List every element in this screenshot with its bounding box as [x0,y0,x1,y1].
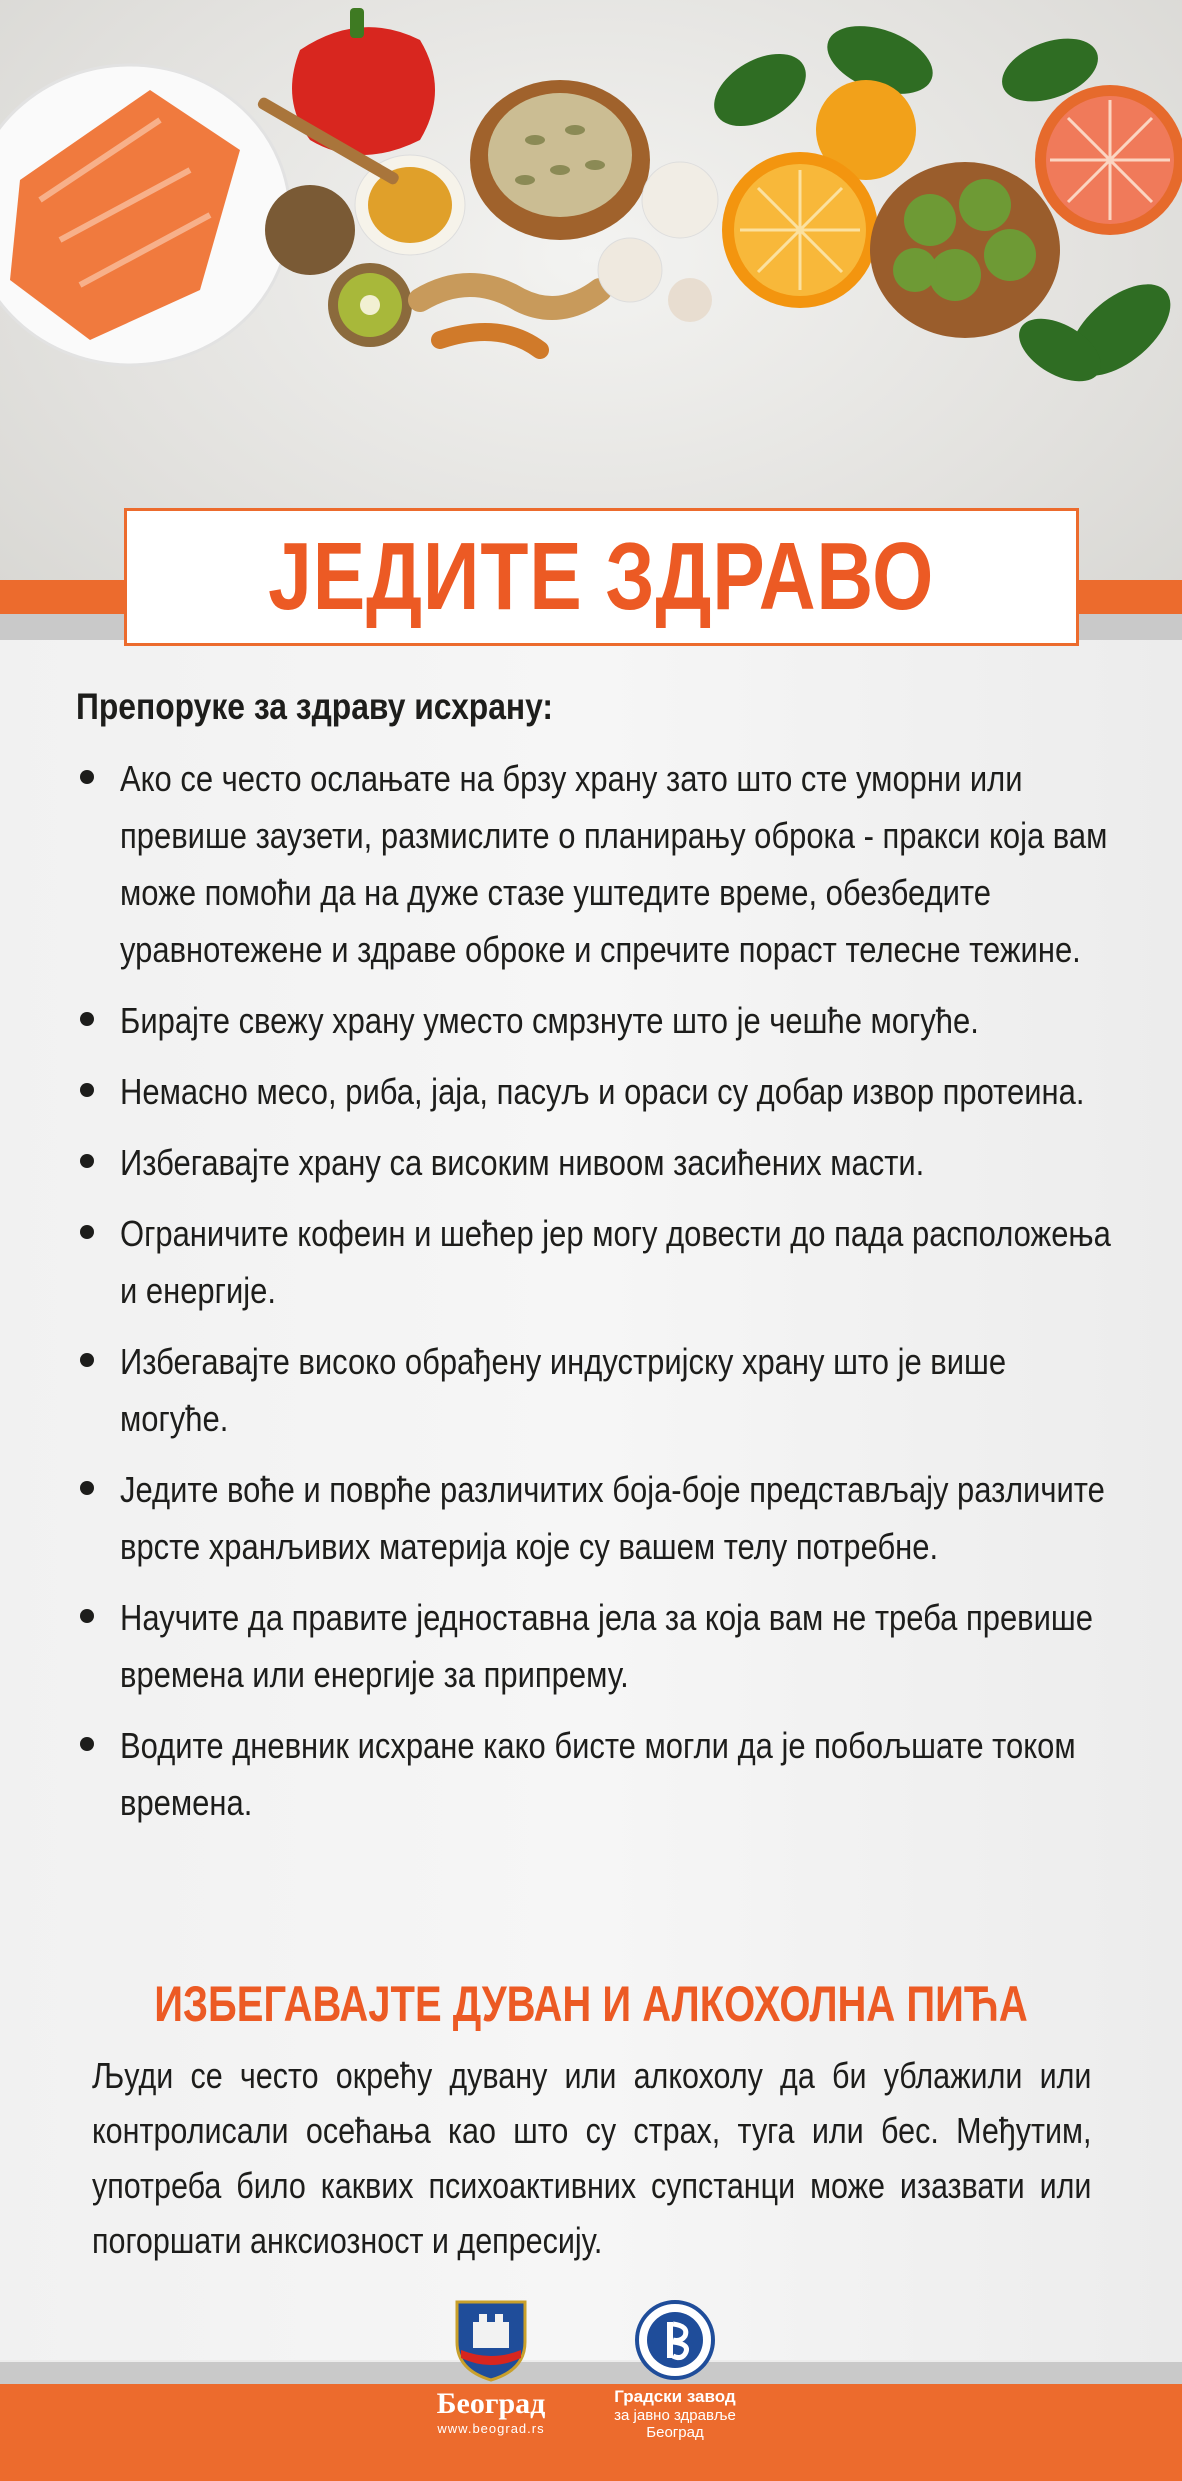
list-item: Ако се често ослањате на брзу храну зато што сте уморни или превише заузети, размислите о планирању оброка - пракси која вам може помоћи да на дуже стазе уштедите време, обезбедите уравнотежене и здраве оброке и спречите пораст телесне тежине. [76,750,1126,978]
recommendations-list [76,750,1126,1831]
zavod-name-line3: Београд [646,2424,704,2441]
bullet-icon [80,1154,94,1168]
list-item: Немасно месо, риба, јаја, пасуљ и ораси су добар извор протеина. [76,1063,1126,1120]
beograd-name: Београд [436,2387,546,2420]
list-item: Избегавајте високо обрађену индустријску храну што је више могуће. [76,1333,1126,1447]
zavod-name-line2: за јавно здравље [614,2407,736,2424]
beograd-url: www.beograd.rs [437,2421,545,2436]
tobacco-alcohol-heading: ИЗБЕГАВАЈТЕ ДУВАН И АЛКОХОЛНА ПИЋА [154,1976,1028,2032]
bullet-icon [80,1083,94,1097]
page-title: ЈЕДИТЕ ЗДРАВО [268,523,935,630]
zavod-emblem-icon [633,2298,717,2382]
list-item: Избегавајте храну са високим нивоом засићених масти. [76,1134,1126,1191]
zavod-name-line1: Градски завод [614,2387,736,2406]
footer-grey-band [0,2362,1182,2384]
list-item: Водите дневник исхране како бисте могли да је побољшате током времена. [76,1717,1126,1831]
bullet-icon [80,1609,94,1623]
bullet-icon [80,770,94,784]
bullet-icon [80,1353,94,1367]
bullet-icon [80,1225,94,1239]
bullet-icon [80,1737,94,1751]
footer-orange-band [0,2384,1182,2481]
list-item: Научите да правите једноставна јела за која вам не треба превише времена или енергије за припрему. [76,1589,1126,1703]
list-item: Једите воће и поврће различитих боја-боје представљају различите врсте хранљивих материја које су вашем телу потребне. [76,1461,1126,1575]
list-item: Ограничите кофеин и шећер јер могу довести до пада расположења и енергије. [76,1205,1126,1319]
bullet-icon [80,1012,94,1026]
beograd-coat-of-arms-icon [451,2298,531,2382]
zavod-logo [600,2298,750,2441]
tobacco-alcohol-text: Људи се често окрећу дувану или алкохолу да би ублажили или контролисали осећања као што су страх, туга или бес. Међутим, употреба било каквих психоактивних супстанци може изазвати или погоршати анксиозност и депресију. [92,2055,1092,2261]
beograd-logo [416,2298,566,2436]
list-item: Бирајте свежу храну уместо смрзнуте што је чешће могуће. [76,992,1126,1049]
recommendations-section [76,686,1126,1845]
recommendations-heading: Препоруке за здраву исхрану: [76,686,553,727]
bullet-icon [80,1481,94,1495]
title-box [124,508,1079,646]
